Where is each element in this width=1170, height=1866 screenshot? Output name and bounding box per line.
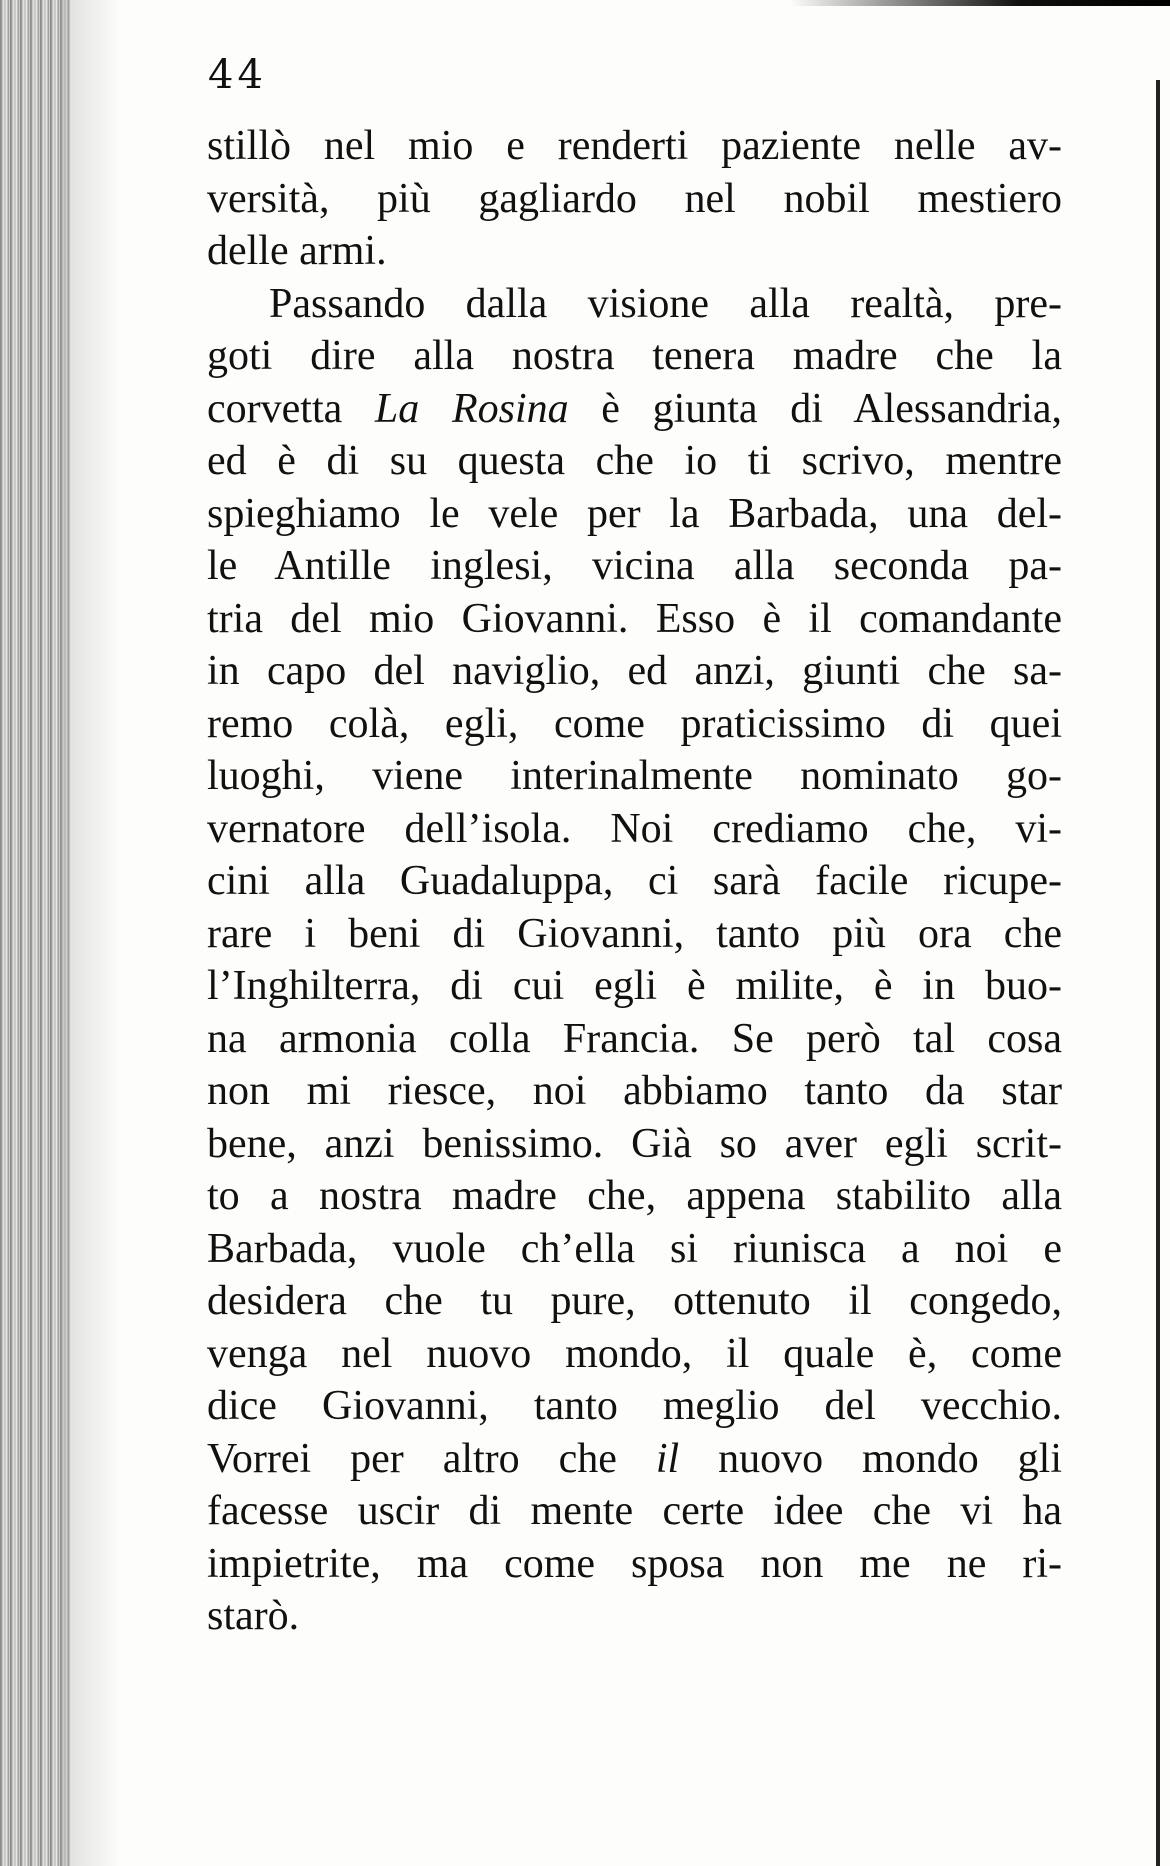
text-line: bene, anzi benissimo. Già so aver egli scrit- [207,1120,1062,1167]
text-line: in capo del naviglio, ed anzi, giunti che sa- [207,648,1062,694]
text-segment: nuovo mondo gli [679,1435,1062,1482]
text-line: na armonia colla Francia. Se però tal cosa [207,1015,1062,1062]
text-line: impietrite, ma come sposa non me ne ri- [207,1540,1062,1587]
text-segment: Vorrei per altro che [207,1435,656,1482]
text-line: starò. [207,1593,300,1639]
text-line: ed è di su questa che io ti scrivo, mentre [207,438,1062,484]
text-line: venga nel nuovo mondo, il quale è, come [207,1330,1062,1377]
page-number: 44 [208,52,267,98]
text-line: Barbada, vuole ch’ella si riunisca a noi e [207,1225,1062,1272]
text-line: l’Inghilterra, di cui egli è milite, è in buo- [207,963,1062,1009]
paragraph-start-line: Passando dalla visione alla realtà, pre- [269,280,1062,327]
text-line: non mi riesce, noi abbiamo tanto da star [207,1068,1062,1114]
text-line: cini alla Guadaluppa, ci sarà facile ricupe- [207,858,1062,904]
text-line: to a nostra madre che, appena stabilito alla [207,1173,1062,1219]
text-line: rare i beni di Giovanni, tanto più ora che [207,910,1062,957]
page-top-edge [790,0,1170,6]
text-line [207,383,1062,436]
text-line: goti dire alla nostra tenera madre che la [207,333,1062,379]
text-line: tria del mio Giovanni. Esso è il comandante [207,595,1062,642]
italic-word: il [655,1435,680,1482]
text-line: facesse uscir di mente certe idee che vi ha [207,1488,1062,1534]
text-line: spieghiamo le vele per la Barbada, una del- [207,490,1062,537]
text-line: luoghi, viene interinalmente nominato go- [207,753,1062,799]
page-right-edge [1156,80,1160,1866]
text-segment: corvetta [207,385,375,432]
text-line: desidera che tu pure, ottenuto il congedo, [207,1278,1062,1324]
text-line: remo colà, egli, come praticissimo di quei [207,700,1062,747]
binding-fade [60,0,120,1866]
text-line: le Antille inglesi, vicina alla seconda pa- [207,543,1062,589]
text-line [207,1433,1062,1486]
text-line: delle armi. [207,228,387,274]
text-line: vernatore dell’isola. Noi crediamo che, vi- [207,805,1062,852]
text-segment: è giunta di Alessandria, [568,385,1063,432]
text-line: stillò nel mio e renderti paziente nelle av- [207,123,1062,169]
body-text [207,120,1062,1643]
text-line: dice Giovanni, tanto meglio del vecchio. [207,1383,1062,1429]
text-line: versità, più gagliardo nel nobil mestiero [207,175,1062,222]
ship-name: La Rosina [374,385,569,432]
